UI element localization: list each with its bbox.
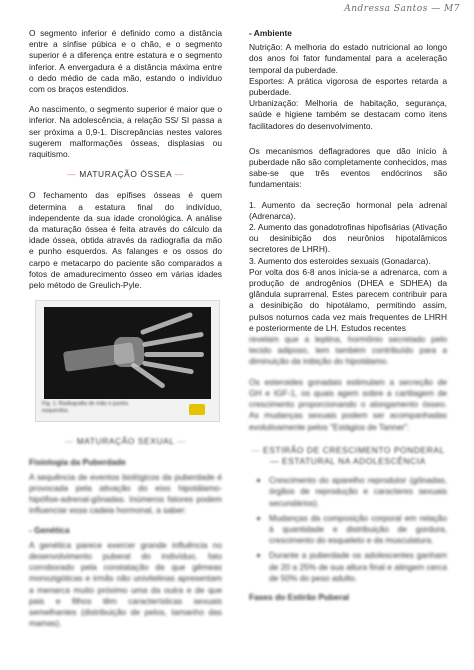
list-item: • Mudanças da composição corporal em relação à quantidade e distribuição de gordura, crescimento do esqueleto e da musculatura. — [269, 513, 447, 547]
paragraph-birth: Ao nascimento, o segmento superior é maior que o inferior. Na adolescência, a relação SS/ SI passa a ser próxima a 0,9-1. Discrepâncias nestes valores sugerem malformações ósseas, displasias ou raquitismo. — [29, 104, 222, 160]
paragraph-genetics: A genética parece exercer grande influência no desenvolvimento puberal do indivíduo, fato corroborado pela constatação de que gêmeas monozigóticas e irmãs não univitelinas apresentam a menarca muito próximo uma da outra e de que pais e filhos têm características sexuais semelhantes (distribuição de pelos, tamanho das mamas). — [29, 539, 222, 629]
paragraph-epiphyses: O fechamento das epífises ósseas é quem determina a estatura final do indivíduo, independente da sua idade cronológica. A análise da maturação óssea é feita através do cálculo da idade óssea, obtida através da radiografia da mão e punho esquerdos. As falanges e os ossos do carpo e metacarpo do paciente são comparados a fotos de amadurecimento ósseo em várias idades pelo método de Greulich-Pyle. — [29, 190, 222, 291]
paragraph-mechanisms: Os mecanismos deflagradores que dão início à puberdade não são completamente conhecidos, mas sabe-se que três eventos endócrinos são fundamentais: — [249, 145, 447, 190]
label-growth-phases: Fases do Estirão Puberal — [249, 591, 350, 602]
right-column — [249, 28, 447, 606]
hand-xray-image — [44, 307, 211, 399]
section-heading-sexual-maturation: — MATURAÇÃO SEXUAL — — [64, 436, 187, 447]
paragraph-leptin: revelam que a leptina, hormônio secretado pelo tecido adiposo, tem também contribuído para a diminuição da inibição do hipotálamo. — [249, 334, 447, 367]
paragraph-gonadal-steroids: Os esteroides gonadais estimulam a secreção de GH e IGF-1, os quais agem sobre a cartilagem de crescimento proporcionando o alongamento ósseo. As mudanças sexuais podem ser acompanhadas evolutivamente pelos "Estágios de Tanner". — [249, 376, 447, 432]
paragraph-segments: O segmento inferior é definido como a distância entre a sínfise púbica e o chão, e o segmento superior é a diferença entre estatura e o segmento inferior. A envergadura é a distância máxima entre o dedo médio de cada mão, estando o indivíduo com os braços estendidos. — [29, 28, 222, 95]
env-urbanization: Urbanização: Melhoria de habitação, segurança, saúde e higiene também se destacam como itens facilitadores do desenvolvimento. — [249, 98, 447, 131]
subheading-physiology: Fisiologia da Puberdade — [29, 457, 126, 468]
list-item: • Durante a puberdade os adolescentes ganham de 20 a 25% de sua altura final e atingem cerca de 50% do peso adulto. — [269, 550, 447, 584]
label-genetics: - Genética — [29, 525, 70, 536]
xray-figure — [35, 300, 220, 422]
figure-caption: Fig. 1: Radiografia de mão e punho esquerdos. — [42, 401, 129, 415]
section-heading-bone-maturation: — MATURAÇÃO ÓSSEA — — [67, 169, 184, 180]
logo-badge — [189, 404, 205, 415]
env-nutrition: Nutrição: A melhoria do estado nutricional ao longo dos anos foi fator fundamental para a aceleração temporal da puberdade. — [249, 42, 447, 75]
growth-bullet-list — [249, 475, 447, 584]
env-sports: Esportes: A prática vigorosa de esportes retarda a puberdade. — [249, 75, 447, 98]
left-column — [29, 28, 222, 638]
paragraph-puberty-sequence: A sequência de eventos biológicos da puberdade é provocada pela ativação do eixo hipotálamo-hipófise-adrenal-gônadas. Inúmeros fatores podem influenciar essa cadeia hormonal, a saber: — [29, 471, 222, 516]
label-environment: - Ambiente — [249, 28, 292, 38]
event-gonadarche: 3. Aumento dos esteroides sexuais (Gonadarca). — [249, 255, 431, 266]
section-heading-growth-spurt: — ESTIRÃO DE CRESCIMENTO PONDERAL — ESTATURAL NA ADOLESCÊNCIA — [251, 444, 445, 466]
event-adrenarche: 1. Aumento da secreção hormonal pela adrenal (Adrenarca). — [249, 199, 447, 221]
list-item: • Crescimento do aparelho reprodutor (gônadas, órgãos de reprodução e caracteres sexuais secundários). — [269, 475, 447, 509]
paragraph-adrenarche-age: Por volta dos 6-8 anos inicia-se a adrenarca, com a produção de androgênios (DHEA e SDHEA) da glândula suprarrenal. Estes parecem contribuir para a desinibição do hipotálamo, permitindo assim, pulsos noturnos cada vez mais frequentes de LHRH e posteriormente de LH. Estudos recentes — [249, 266, 447, 333]
event-gonadotropins: 2. Aumento das gonadotrofinas hipofisárias (Ativação ou desinibição dos neurônios hipotalâmicos secretores de LHRH). — [249, 222, 447, 255]
author-note: Andressa Santos — M7 — [344, 4, 460, 14]
